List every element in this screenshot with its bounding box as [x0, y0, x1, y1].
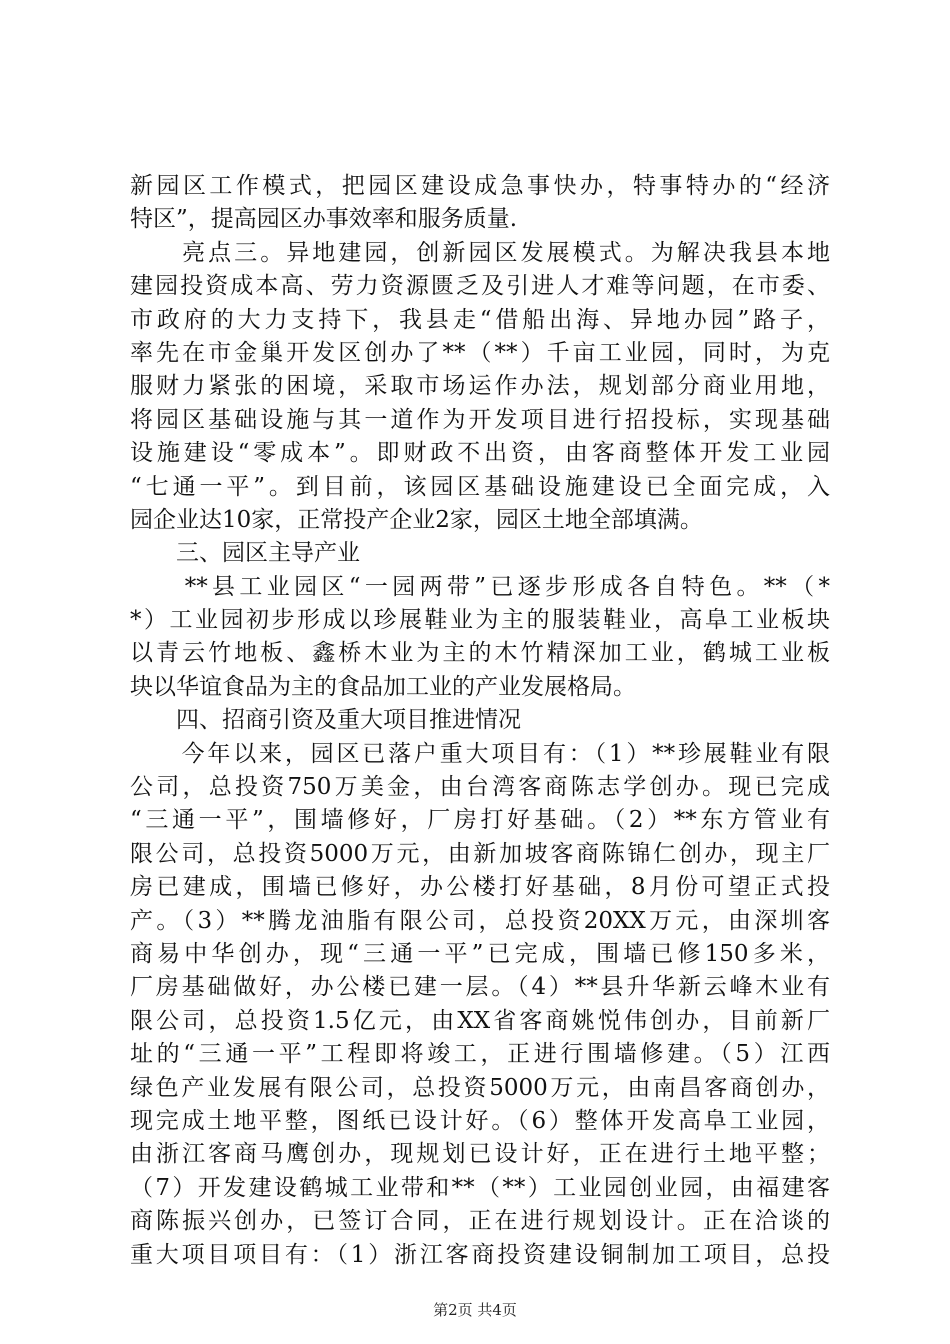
- text-line: “七通一平”。到目前，该园区基础设施建设已全面完成，入: [130, 473, 830, 500]
- text-line: 商易中华创办，现“三通一平”已完成，围墙已修150多米，: [130, 940, 830, 967]
- text-line: 服财力紧张的困境，采取市场运作办法，规划部分商业用地，: [130, 373, 830, 400]
- text-line: 限公司，总投资1.5亿元，由XX省客商姚悦伟创办，目前新厂: [130, 1007, 830, 1034]
- text-line: 园企业达10家，正常投产企业2家，园区土地全部填满。: [130, 506, 703, 533]
- body-text: [130, 170, 830, 1272]
- text-line: 将园区基础设施与其一道作为开发项目进行招投标，实现基础: [130, 406, 830, 433]
- text-line: （7）开发建设鹤城工业带和**（**）工业园创业园，由福建客: [130, 1174, 830, 1201]
- text-line: 绿色产业发展有限公司，总投资5000万元，由南昌客商创办，: [130, 1074, 830, 1101]
- page-footer: 第2页 共4页: [433, 1301, 517, 1319]
- text-line: 以青云竹地板、鑫桥木业为主的木竹精深加工业，鹤城工业板: [130, 640, 830, 667]
- text-line: *）工业园初步形成以珍展鞋业为主的服装鞋业，高阜工业板块: [130, 607, 830, 634]
- text-line: 设施建设“零成本”。即财政不出资，由客商整体开发工业园: [130, 440, 830, 467]
- text-line: 现完成土地平整，图纸已设计好。（6）整体开发高阜工业园，: [130, 1107, 830, 1134]
- text-line: 由浙江客商马鹰创办，现规划已设计好，正在进行土地平整；: [130, 1141, 830, 1168]
- text-line: 特区”，提高园区办事效率和服务质量.: [130, 206, 518, 233]
- text-line: 房已建成，围墙已修好，办公楼打好基础，8月份可望正式投: [130, 874, 830, 901]
- text-line: 市政府的大力支持下，我县走“借船出海、异地办园”路子，: [130, 306, 830, 333]
- text-line: 厂房基础做好，办公楼已建一层。（4）**县升华新云峰木业有: [130, 974, 830, 1001]
- text-line: 产。（3）**腾龙油脂有限公司，总投资20XX万元，由深圳客: [130, 907, 830, 934]
- text-line: 址的“三通一平”工程即将竣工，正进行围墙修建。（5）江西: [130, 1041, 830, 1068]
- text-line: 率先在市金巢开发区创办了**（**）千亩工业园，同时，为克: [130, 339, 830, 366]
- text-line: 新园区工作模式，把园区建设成急事快办，特事特办的“经济: [130, 173, 830, 199]
- text-line: 建园投资成本高、劳力资源匮乏及引进人才难等问题，在市委、: [130, 273, 830, 300]
- text-line: **县工业园区“一园两带”已逐步形成各自特色。**（*: [130, 573, 830, 600]
- text-line: 商陈振兴创办，已签订合同，正在进行规划设计。正在洽谈的: [130, 1208, 830, 1235]
- text-line: 今年以来，园区已落户重大项目有：（1）**珍展鞋业有限: [130, 740, 830, 767]
- text-line: 亮点三。异地建园，创新园区发展模式。为解决我县本地: [130, 239, 830, 266]
- text-line: 三、园区主导产业: [130, 540, 360, 567]
- text-line: “三通一平”，围墙修好，厂房打好基础。（2）**东方管业有: [130, 807, 830, 834]
- text-line: 块以华谊食品为主的食品加工业的产业发展格局。: [130, 673, 636, 700]
- text-line: 四、招商引资及重大项目推进情况: [130, 707, 521, 734]
- text-line: 公司，总投资750万美金，由台湾客商陈志学创办。现已完成: [130, 774, 830, 801]
- text-line: 限公司，总投资5000万元，由新加坡客商陈锦仁创办，现主厂: [130, 840, 830, 867]
- text-line: 重大项目项目有：（1）浙江客商投资建设铜制加工项目，总投: [130, 1241, 830, 1268]
